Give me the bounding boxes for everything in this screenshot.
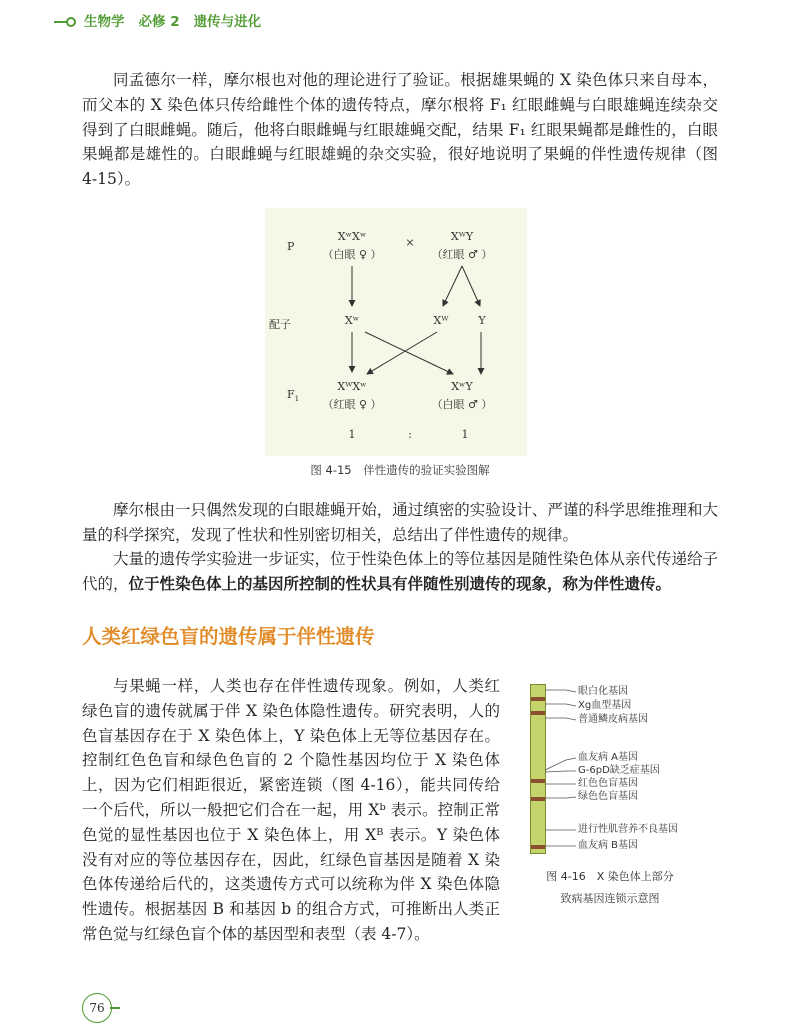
paragraph-verification — [82, 68, 718, 192]
chromosome-band — [531, 711, 545, 715]
cross-arrows — [265, 208, 527, 456]
female-parent-phenotype: （白眼 ♀ ） — [322, 248, 382, 261]
arrow-male-to-x-gamete — [443, 266, 462, 306]
male-parent-genotype: XᵂY — [450, 230, 474, 243]
row-label-f1-base: F — [287, 388, 295, 401]
paragraph-text-normal: 大量的遗传学实验进一步证实，位于性染色体上的等位基因是随性染色体从亲代传递给子代的， — [82, 550, 718, 593]
ratio-colon: : — [408, 428, 412, 441]
header-volume: 必修 2 — [138, 14, 180, 30]
chromosome-band — [531, 779, 545, 783]
f1-female-phenotype: （红眼 ♀ ） — [322, 398, 382, 411]
gene-label: 血友病 B基因 — [578, 840, 639, 851]
gamete-female-x: Xʷ — [344, 314, 360, 327]
gene-label: 普通鳞皮病基因 — [578, 714, 648, 725]
header-subject: 生物学 — [84, 14, 125, 30]
f1-male-genotype: XʷY — [451, 380, 473, 393]
paragraph-text: 摩尔根由一只偶然发现的白眼雄蝇开始，通过缜密的实验设计、严谨的科学思维推理和大量的科学探究，发现了性状和性别密切相关，总结出了伴性遗传的规律。 — [82, 501, 718, 544]
paragraph-morgan-summary — [82, 498, 718, 548]
figure-4-16-caption-line2: 致病基因连锁示意图 — [560, 892, 660, 905]
x-chromosome-diagram — [530, 684, 546, 854]
gene-label: 绿色色盲基因 — [578, 791, 638, 802]
ratio-left: 1 — [348, 428, 356, 441]
paragraph-text: 与果蝇一样，人类也存在伴性遗传现象。例如，人类红绿色盲的遗传就属于伴 X 染色体隐性遗传。研究表明，人的色盲基因存在于 X 染色体上，Y 染色体上无等位基因存在。控制红色色盲和绿色色盲的 2 个隐性基因均位于 X 染色体上，因为它们相距很近，紧密连锁（图 4-16），能共同传给一个后代，所以一般把它们合在一起，用 Xᵇ 表示。控制正常色觉的显性基因也位于 X 染色体上，用 Xᴮ 表示。Y 染色体没有对应的等位基因存在，因此，红绿色盲基因是随着 X 染色体传递给后代的，这类遗传方式可以统称为伴 X 染色体隐性遗传。根据基因 B 和基因 b 的组合方式，可推断出人类正常色觉与红绿色盲个体的基因型和表型（表 4-7）。 — [82, 677, 500, 943]
gene-label: G-6pD缺乏症基因 — [578, 765, 660, 776]
row-label-p: P — [287, 240, 295, 253]
header-line-decoration — [54, 21, 66, 23]
f1-male-phenotype: （白眼 ♂ ） — [431, 398, 493, 411]
gene-label: Xg血型基因 — [578, 700, 632, 711]
header-title: 遗传与进化 — [193, 14, 262, 30]
running-header — [54, 10, 275, 30]
figure-4-15-cross-diagram — [265, 208, 527, 456]
cross-symbol: × — [405, 236, 415, 249]
male-parent-phenotype: （红眼 ♂ ） — [431, 248, 493, 261]
header-circle-icon — [66, 17, 76, 27]
gamete-male-x: Xᵂ — [433, 314, 449, 327]
figure-4-16-caption — [520, 866, 700, 910]
gene-label: 红色色盲基因 — [578, 778, 638, 789]
gene-label: 眼白化基因 — [578, 686, 628, 697]
page-number: 76 — [82, 993, 112, 1023]
row-label-f1-subscript: 1 — [294, 394, 300, 404]
gene-label: 血友病 A基因 — [578, 752, 639, 763]
chromosome-band — [531, 845, 545, 849]
page-number-decoration — [110, 1007, 120, 1009]
chromosome-band — [531, 697, 545, 701]
paragraph-text: 同孟德尔一样，摩尔根也对他的理论进行了验证。根据雄果蝇的 X 染色体只来自母本，而父本的 X 染色体只传给雌性个体的遗传特点，摩尔根将 F₁ 红眼雌蝇与白眼雄蝇连续杂交得到了白眼雌蝇。随后，他将白眼雌蝇与红眼雄蝇交配，结果 F₁ 红眼果蝇都是雌性的，白眼果蝇都是雄性的。白眼雌蝇与红眼雄蝇的杂交实验，很好地说明了果蝇的伴性遗传规律（图 4-15）。 — [82, 71, 718, 189]
gene-label: 进行性肌营养不良基因 — [578, 824, 678, 835]
female-parent-genotype: XʷXʷ — [337, 230, 367, 243]
paragraph-text — [82, 547, 718, 597]
ratio-right: 1 — [461, 428, 469, 441]
paragraph-sex-linked-definition — [82, 547, 718, 597]
chromosome-band — [531, 797, 545, 801]
definition-bold-text: 位于性染色体上的基因所控制的性状具有伴随性别遗传的现象，称为伴性遗传。 — [128, 573, 672, 593]
paragraph-color-blindness — [82, 674, 500, 947]
f1-female-genotype: XᵂXʷ — [337, 380, 367, 393]
arrow-male-to-y-gamete — [462, 266, 480, 306]
figure-4-15-caption: 图 4-15 伴性遗传的验证实验图解 — [310, 463, 490, 477]
row-label-gamete: 配子 — [269, 318, 291, 331]
section-title: 人类红绿色盲的遗传属于伴性遗传 — [82, 625, 375, 648]
figure-4-16-caption-line1: 图 4-16 X 染色体上部分 — [546, 870, 674, 883]
gamete-male-y: Y — [478, 314, 486, 327]
